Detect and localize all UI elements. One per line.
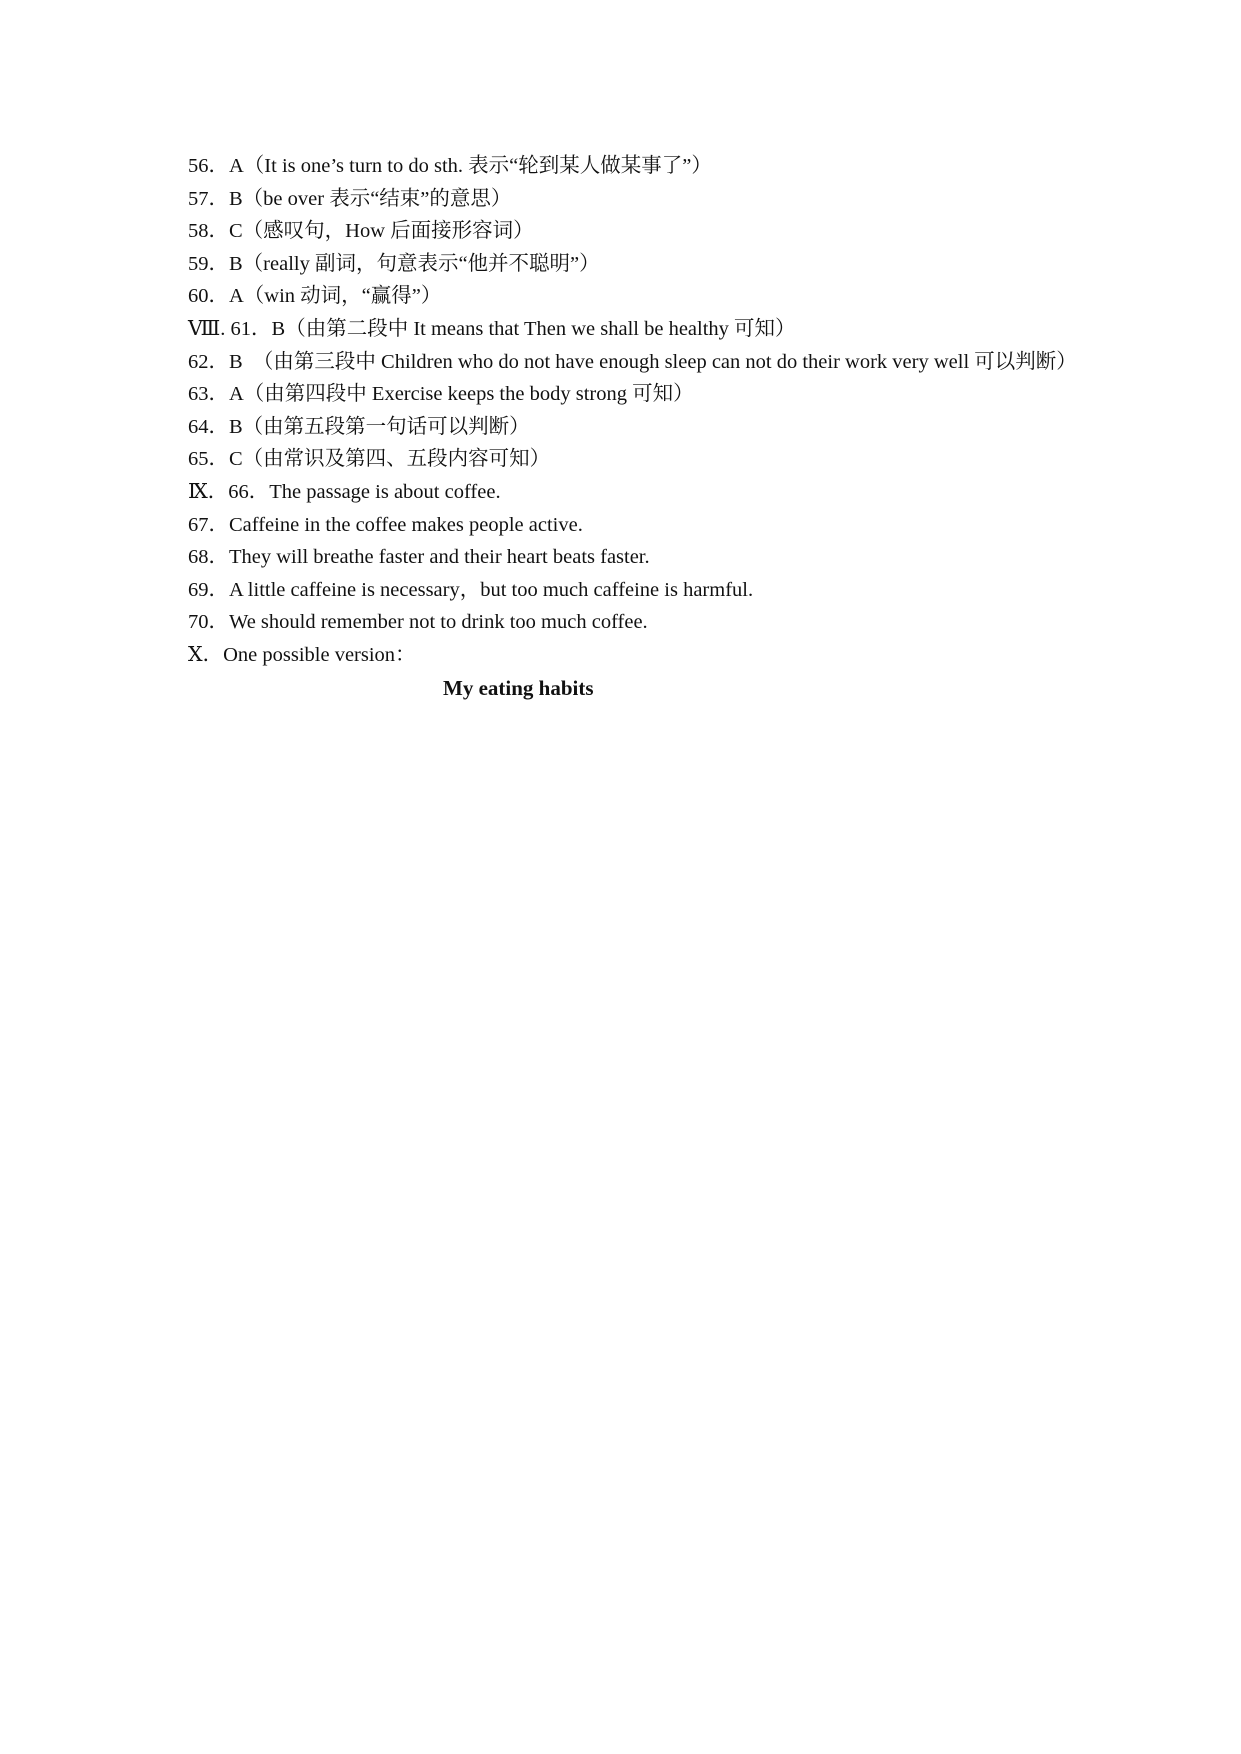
answer-62: 62．B （由第三段中 Children who do not have enough sleep can not do their work very well 可以判断） [188, 350, 1077, 373]
answer-67: 67．Caffeine in the coffee makes people active. [188, 513, 583, 536]
answer-57: 57．B（be over 表示“结束”的意思） [188, 187, 512, 210]
answer-60: 60．A（win 动词，“赢得”） [188, 285, 442, 308]
answer-61: Ⅷ. 61．B（由第二段中 It means that Then we shall be healthy 可知） [188, 317, 796, 340]
answer-63: 63．A（由第四段中 Exercise keeps the body strong 可知） [188, 383, 694, 406]
answer-68: 68．They will breathe faster and their heart beats faster. [188, 546, 650, 569]
essay-title: My eating habits [443, 675, 594, 700]
answer-key [188, 150, 1077, 704]
answer-59: 59．B（really 副词，句意表示“他并不聪明”） [188, 252, 600, 275]
answer-66: Ⅸ．66．The passage is about coffee. [188, 480, 501, 503]
answer-65: 65．C（由常识及第四、五段内容可知） [188, 448, 551, 471]
answer-56: 56．A（It is one’s turn to do sth. 表示“轮到某人做某事了”） [188, 155, 712, 177]
section-x-heading: Ⅹ．One possible version： [188, 643, 416, 666]
answer-64: 64．B（由第五段第一句话可以判断） [188, 415, 530, 438]
answer-70: 70．We should remember not to drink too much coffee. [188, 611, 648, 634]
answer-58: 58．C（感叹句，How 后面接形容词） [188, 220, 534, 243]
answer-69: 69．A little caffeine is necessary，but too much caffeine is harmful. [188, 578, 754, 601]
